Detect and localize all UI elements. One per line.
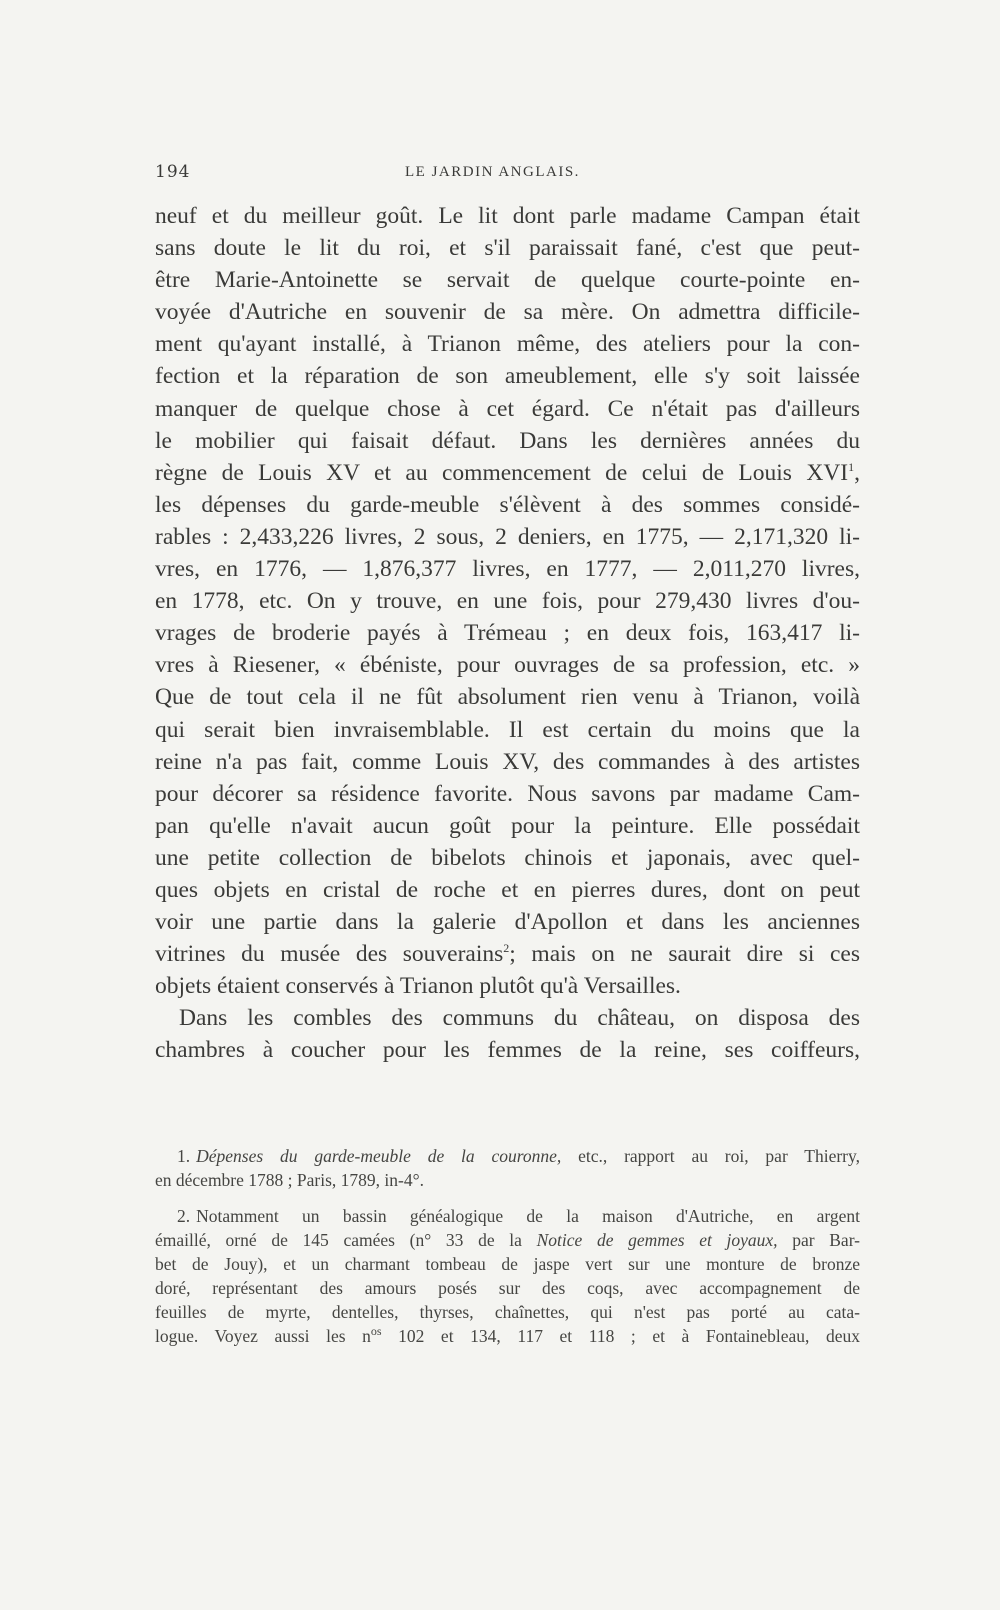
text-line: ques objets en cristal de roche et en pierres dures, dont on peut (155, 876, 860, 903)
text-line: manquer de quelque chose à cet égard. Ce n'était pas d'ailleurs (155, 395, 860, 422)
text-line: qui serait bien invraisemblable. Il est certain du moins que la (155, 716, 860, 743)
text-segment: vitrines du musée des souverains (155, 941, 504, 968)
text-segment: Notamment un bassin généalogique de la maison d'Autriche, en argent (196, 1206, 860, 1226)
text-line: voyée d'Autriche en souvenir de sa mère. On admettra difficile- (155, 299, 860, 326)
text-segment: logue. Voyez aussi les n (155, 1326, 371, 1346)
footnote-line: en décembre 1788 ; Paris, 1789, in-4°. (155, 1170, 424, 1190)
footnote-ref-2: 2 (503, 941, 510, 956)
text-line: vres, en 1776, — 1,876,377 livres, en 1777, — 2,011,270 livres, (155, 556, 860, 583)
running-title: LE JARDIN ANGLAIS. (405, 164, 580, 180)
footnote-1 (155, 1144, 860, 1192)
text-segment: règne de Louis XV et au commencement de celui de Louis XVI (155, 459, 849, 486)
text-line: être Marie-Antoinette se servait de quelque courte-pointe en- (155, 267, 860, 294)
text-line: en 1778, etc. On y trouve, en une fois, pour 279,430 livres d'ou- (155, 588, 860, 615)
text-line: fection et la réparation de son ameublement, elle s'y soit laissée (155, 363, 860, 390)
footnote-2 (155, 1204, 860, 1348)
footnote-line: doré, représentant des amours posés sur des coqs, avec accompagnement de (155, 1278, 860, 1298)
footnote-number: 2. (177, 1206, 191, 1226)
footnote-line: bet de Jouy), et un charmant tombeau de jaspe vert sur une monture de bronze (155, 1254, 860, 1274)
text-line: une petite collection de bibelots chinois et japonais, avec quel- (155, 844, 860, 871)
text-line: pour décorer sa résidence favorite. Nous savons par madame Cam- (155, 780, 860, 807)
footnote-title: Dépenses du garde-meuble de la couronne, (196, 1146, 562, 1166)
page-header (155, 162, 860, 186)
text-line: le mobilier qui faisait défaut. Dans les dernières années du (155, 427, 860, 454)
text-line-with-note (155, 457, 860, 489)
text-line: reine n'a pas fait, comme Louis XV, des commandes à des artistes (155, 748, 860, 775)
footnote-line (155, 1324, 860, 1348)
text-line: objets étaient conservés à Trianon plutôt qu'à Versailles. (155, 973, 681, 1000)
text-line: voir une partie dans la galerie d'Apollon et dans les anciennes (155, 909, 860, 936)
text-line: sans doute le lit du roi, et s'il paraissait fané, c'est que peut- (155, 235, 860, 262)
text-line: Dans les combles des communs du château, on disposa des (179, 1005, 860, 1032)
text-line: rables : 2,433,226 livres, 2 sous, 2 deniers, en 1775, — 2,171,320 li- (155, 523, 860, 550)
footnote-line (155, 1144, 860, 1168)
footnotes (155, 1144, 860, 1360)
text-segment: 102 et 134, 117 et 118 ; et à Fontainebleau, deux (381, 1326, 861, 1346)
text-line: neuf et du meilleur goût. Le lit dont parle madame Campan était (155, 203, 860, 229)
superscript: os (370, 1324, 382, 1339)
footnote-line (155, 1204, 860, 1228)
text-line-with-note (155, 938, 860, 970)
text-line: vrages de broderie payés à Trémeau ; en deux fois, 163,417 li- (155, 620, 860, 647)
footnote-line (155, 1228, 860, 1252)
footnote-title: Notice de gemmes et joyaux, (536, 1230, 778, 1250)
text-segment: , (854, 459, 860, 486)
text-line: Que de tout cela il ne fût absolument rien venu à Trianon, voilà (155, 684, 860, 711)
text-segment: etc., rapport au roi, par Thierry, (561, 1146, 860, 1166)
text-line: chambres à coucher pour les femmes de la reine, ses coiffeurs, (155, 1037, 860, 1064)
text-segment: ; mais on ne saurait dire si ces (509, 941, 861, 968)
text-segment: émaillé, orné de 145 camées (n° 33 de la (155, 1230, 537, 1250)
text-line: vres à Riesener, « ébéniste, pour ouvrages de sa profession, etc. » (155, 652, 860, 679)
text-line: les dépenses du garde-meuble s'élèvent à des sommes considé- (155, 491, 860, 518)
body-text (155, 200, 860, 1067)
footnote-ref-1: 1 (848, 459, 855, 474)
text-line: ment qu'ayant installé, à Trianon même, des ateliers pour la con- (155, 331, 860, 358)
text-line: pan qu'elle n'avait aucun goût pour la peinture. Elle possédait (155, 812, 860, 839)
text-segment: par Bar- (777, 1230, 860, 1250)
footnote-number: 1. (177, 1146, 191, 1166)
page-number: 194 (155, 162, 191, 182)
footnote-line: feuilles de myrte, dentelles, thyrses, chaînettes, qui n'est pas porté au cata- (155, 1302, 860, 1322)
